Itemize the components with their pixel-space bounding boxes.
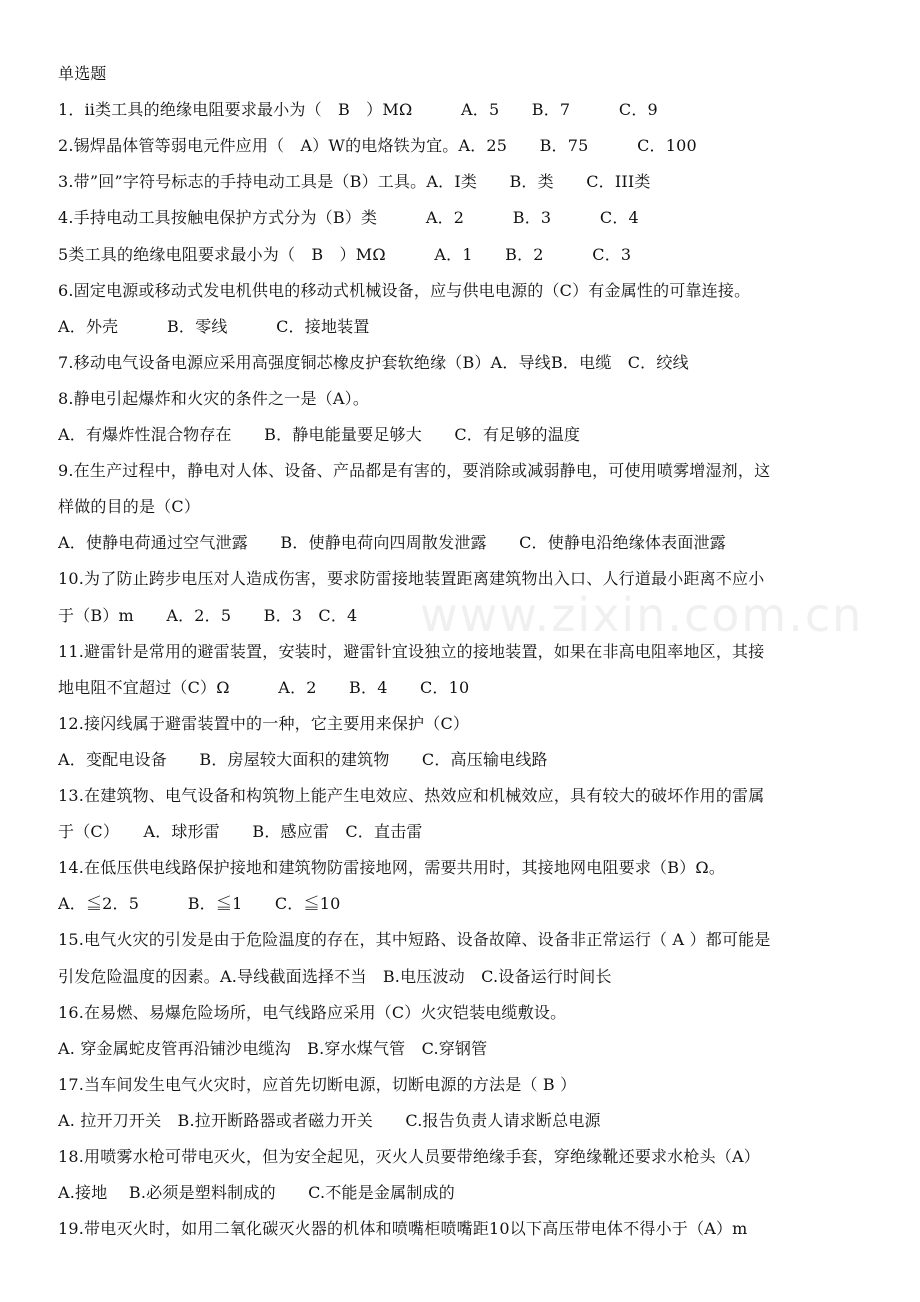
text-line: A．≦2．5 B．≦1 C．≦10 <box>58 894 341 914</box>
text-line: A．变配电设备 B．房屋较大面积的建筑物 C．高压输电线路 <box>58 749 548 769</box>
text-line: 16.在易燃、易爆危险场所，电气线路应采用（C）火灾铠装电缆敷设。 <box>58 1002 567 1022</box>
section-title: 单选题 <box>58 64 107 83</box>
text-line: 11.避雷针是常用的避雷装置，安装时，避雷针宜设独立的接地装置，如果在非高电阻率地区，其接 <box>58 641 765 661</box>
text-line: 19.带电灭火时，如用二氧化碳灭火器的机体和喷嘴柜喷嘴距10以下高压带电体不得小于（A）m <box>58 1219 748 1239</box>
text-line: 15.电气火灾的引发是由于危险温度的存在，其中短路、设备故障、设备非正常运行（ A ）都可能是 <box>58 930 771 950</box>
text-line: A．外壳 B．零线 C．接地装置 <box>58 316 370 336</box>
text-line: 于（C） A．球形雷 B．感应雷 C．直击雷 <box>58 822 423 842</box>
text-line: 7.移动电气设备电源应采用高强度铜芯橡皮护套软绝缘（B）A．导线B．电缆 C．绞线 <box>58 352 689 372</box>
text-line: A．有爆炸性混合物存在 B．静电能量要足够大 C．有足够的温度 <box>58 425 581 444</box>
text-line: 18.用喷雾水枪可带电灭火，但为安全起见，灭火人员要带绝缘手套，穿绝缘靴还要求水枪头（A） <box>58 1147 761 1166</box>
text-line: 于（B）m A．2．5 B．3 C．4 <box>58 605 358 625</box>
text-line: 样做的目的是（C） <box>58 497 201 517</box>
text-line: 12.接闪线属于避雷装置中的一种，它主要用来保护（C） <box>58 713 470 733</box>
text-line: A. 拉开刀开关 B.拉开断路器或者磁力开关 C.报告负责人请求断总电源 <box>58 1110 601 1130</box>
text-line: 13.在建筑物、电气设备和构筑物上能产生电效应、热效应和机械效应，具有较大的破坏作用的雷属 <box>58 786 765 805</box>
text-line: 引发危险温度的因素。A.导线截面选择不当 B.电压波动 C.设备运行时间长 <box>58 966 612 986</box>
text-line: 10.为了防止跨步电压对人造成伤害，要求防雷接地装置距离建筑物出入口、人行道最小距离不应小 <box>58 569 765 589</box>
watermark-text: www.zixin.com.cn <box>420 588 864 642</box>
text-line: 1．ⅱ类工具的绝缘电阻要求最小为（ B ）MΩ A．5 B．7 C．9 <box>58 100 658 120</box>
text-line: 2.锡焊晶体管等弱电元件应用（ A）W的电烙铁为宜。A．25 B．75 C．100 <box>58 136 697 156</box>
text-line: 3.带”回”字符号标志的手持电动工具是（B）工具。A．Ⅰ类 B．类 C．ⅠⅠⅠ类 <box>58 172 651 192</box>
text-line: 5类工具的绝缘电阻要求最小为（ B ）MΩ A．1 B．2 C．3 <box>58 244 632 264</box>
text-line: 8.静电引起爆炸和火灾的条件之一是（A）。 <box>58 388 370 408</box>
text-line: A.接地 B.必须是塑料制成的 C.不能是金属制成的 <box>58 1183 455 1203</box>
text-line: 17.当车间发生电气火灾时，应首先切断电源，切断电源的方法是（ B ） <box>58 1074 577 1094</box>
text-line: 6.固定电源或移动式发电机供电的移动式机械设备，应与供电电源的（C）有金属性的可靠连接。 <box>58 280 751 300</box>
text-line: A．使静电荷通过空气泄露 B．使静电荷向四周散发泄露 C．使静电沿绝缘体表面泄露 <box>58 533 726 553</box>
text-line: 地电阻不宜超过（C）Ω A．2 B．4 C．10 <box>58 677 470 697</box>
text-line: 9.在生产过程中，静电对人体、设备、产品都是有害的，要消除或减弱静电，可使用喷雾增湿剂，这 <box>58 461 771 481</box>
text-line: 14.在低压供电线路保护接地和建筑物防雷接地网，需要共用时，其接地网电阻要求（B）Ω。 <box>58 858 726 878</box>
text-line: 4.手持电动工具按触电保护方式分为（B）类 A．2 B．3 C．4 <box>58 208 639 228</box>
text-line: A. 穿金属蛇皮管再沿铺沙电缆沟 B.穿水煤气管 C.穿钢管 <box>58 1038 488 1058</box>
